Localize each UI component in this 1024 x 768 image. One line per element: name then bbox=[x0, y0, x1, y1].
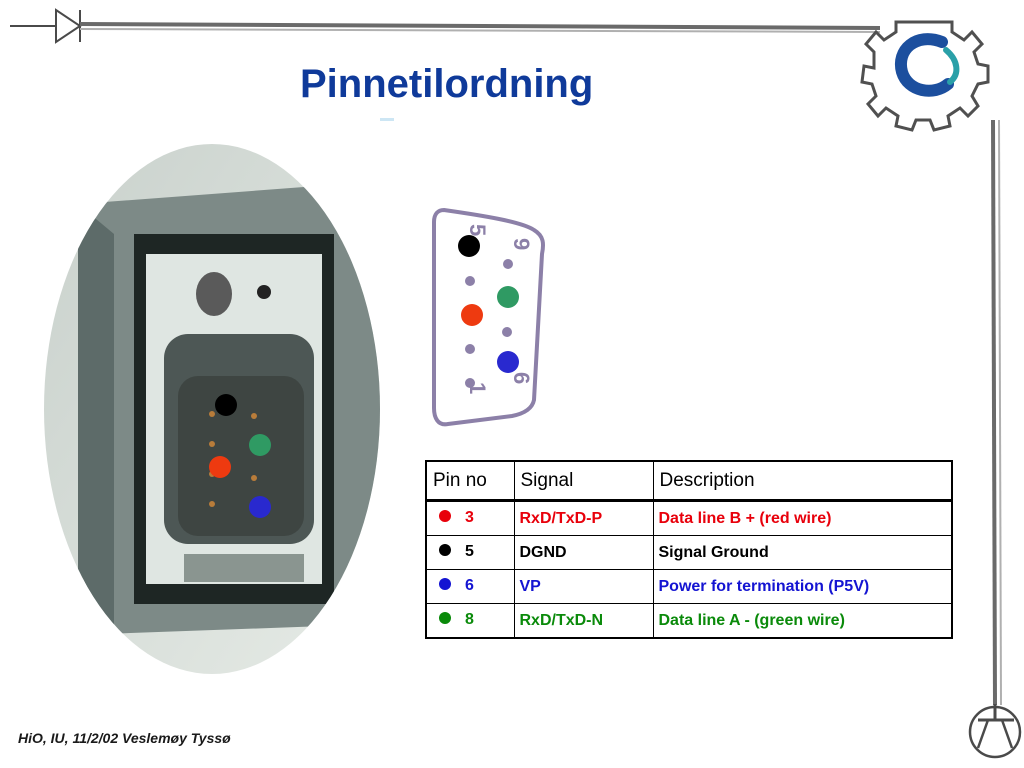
pin-color-dot bbox=[439, 612, 451, 624]
pin-5-black bbox=[458, 235, 480, 257]
photo-pin-blue bbox=[249, 496, 271, 518]
pin-number: 6 bbox=[465, 577, 474, 594]
pin-4 bbox=[465, 276, 475, 286]
header-description: Description bbox=[653, 461, 952, 501]
pin-8-green bbox=[497, 286, 519, 308]
footer-text: HiO, IU, 11/2/02 Veslemøy Tyssø bbox=[18, 730, 231, 746]
photo-pin-red bbox=[209, 456, 231, 478]
pin-2 bbox=[465, 344, 475, 354]
pin-color-dot bbox=[439, 578, 451, 590]
pin-number: 5 bbox=[465, 543, 474, 560]
diode-symbol bbox=[10, 10, 80, 42]
signal-cell: RxD/TxD-N bbox=[514, 604, 653, 639]
label-pin-5: 5 bbox=[465, 224, 490, 237]
description-cell: Data line B + (red wire) bbox=[653, 501, 952, 536]
table-header-row bbox=[426, 461, 952, 501]
photo-pin-black bbox=[215, 394, 237, 416]
label-pin-9: 9 bbox=[509, 238, 534, 251]
pin-number: 3 bbox=[465, 509, 474, 526]
signal-cell: VP bbox=[514, 570, 653, 604]
transistor-icon bbox=[968, 702, 1024, 762]
pin-cell bbox=[426, 604, 514, 639]
photo-pin-green bbox=[249, 434, 271, 456]
description-cell: Power for termination (P5V) bbox=[653, 570, 952, 604]
signal-cell: DGND bbox=[514, 536, 653, 570]
pin-cell bbox=[426, 501, 514, 536]
pin-6-blue bbox=[497, 351, 519, 373]
pin-assignment-table bbox=[425, 460, 953, 639]
table-row bbox=[426, 570, 952, 604]
right-border-shadow bbox=[999, 120, 1001, 705]
logo-gear-icon bbox=[856, 20, 1006, 140]
right-border-line bbox=[993, 120, 995, 705]
pin-7 bbox=[502, 327, 512, 337]
pin-color-dot bbox=[439, 544, 451, 556]
signal-cell: RxD/TxD-P bbox=[514, 501, 653, 536]
table-row bbox=[426, 604, 952, 639]
pin-cell bbox=[426, 570, 514, 604]
pin-3-red bbox=[461, 304, 483, 326]
header-signal: Signal bbox=[514, 461, 653, 501]
pin-color-dot bbox=[439, 510, 451, 522]
pin-cell bbox=[426, 536, 514, 570]
connector-photo bbox=[44, 144, 380, 674]
header-pin-no: Pin no bbox=[426, 461, 514, 501]
screw-icon bbox=[196, 272, 232, 316]
pin-9 bbox=[503, 259, 513, 269]
top-border-shadow bbox=[80, 29, 880, 32]
title-underline-mark bbox=[380, 118, 394, 121]
table-row bbox=[426, 536, 952, 570]
table-row bbox=[426, 501, 952, 536]
label-pin-6: 6 bbox=[509, 372, 534, 385]
top-border-line bbox=[80, 24, 880, 28]
pin-number: 8 bbox=[465, 611, 474, 628]
page-title: Pinnetilordning bbox=[300, 62, 594, 106]
description-cell: Signal Ground bbox=[653, 536, 952, 570]
label-pin-1: 1 bbox=[465, 382, 490, 395]
dsub-pin-diagram bbox=[426, 204, 550, 430]
description-cell: Data line A - (green wire) bbox=[653, 604, 952, 639]
